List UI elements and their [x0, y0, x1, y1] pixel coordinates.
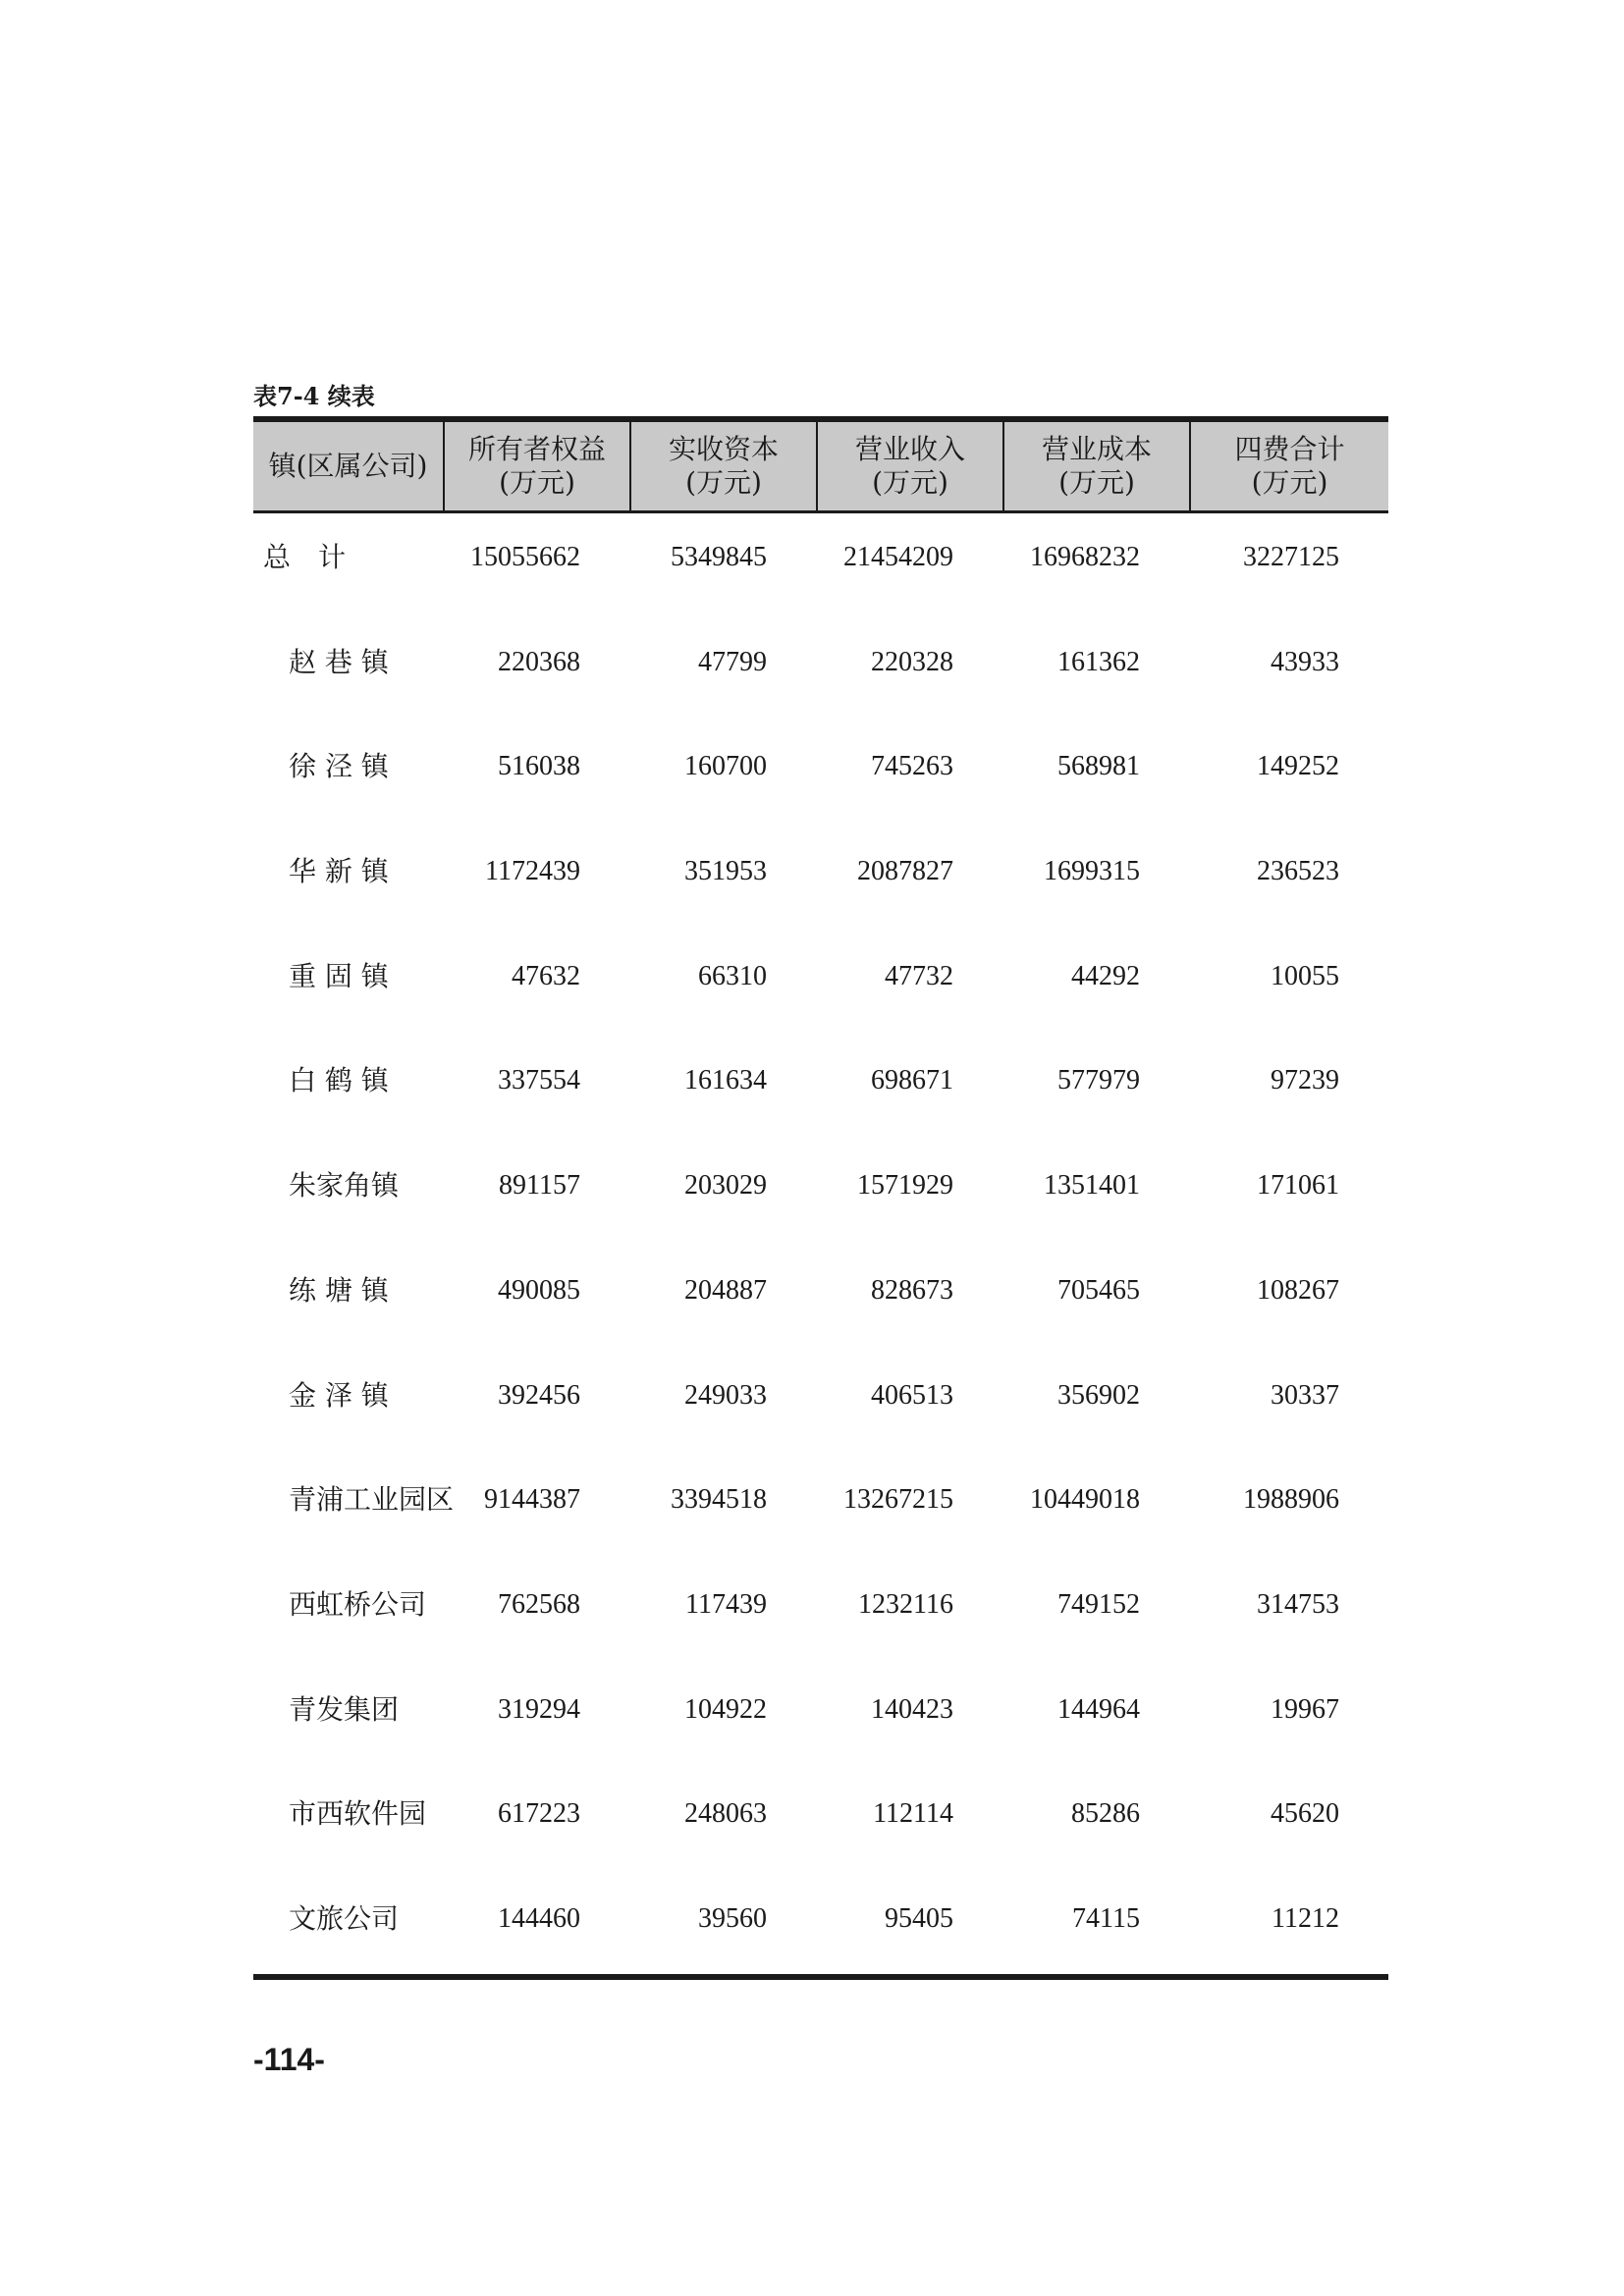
- cell-owner-equity: 337554: [498, 1065, 580, 1096]
- cell-paid-in-capital: 203029: [684, 1170, 767, 1201]
- cell-paid-in-capital: 204887: [684, 1274, 767, 1306]
- cell-operating-cost: 161362: [1057, 646, 1140, 677]
- table-row: [253, 1666, 1388, 1771]
- table-caption: 表7-4 续表: [253, 382, 375, 410]
- table-row: [253, 618, 1388, 723]
- cell-operating-cost: 10449018: [1030, 1484, 1140, 1516]
- header-paid-in-capital-label: 实收资本: [668, 433, 779, 465]
- cell-operating-cost: 705465: [1057, 1274, 1140, 1306]
- cell-owner-equity: 220368: [498, 646, 580, 677]
- table-body: [253, 513, 1388, 1980]
- table-row: [253, 1352, 1388, 1457]
- cell-paid-in-capital: 117439: [685, 1588, 767, 1620]
- table-row: [253, 1142, 1388, 1247]
- cell-owner-equity: 490085: [498, 1274, 580, 1306]
- cell-owner-equity: 891157: [499, 1170, 580, 1201]
- cell-operating-revenue: 47732: [885, 960, 953, 991]
- table-row-total: [253, 513, 1388, 618]
- header-four-expenses-total-unit: (万元): [1251, 466, 1328, 499]
- header-owner-equity-label: 所有者权益: [467, 433, 606, 465]
- cell-four-expenses-total: 3227125: [1243, 542, 1339, 572]
- cell-owner-equity: 617223: [498, 1798, 580, 1830]
- row-label: 练 塘 镇: [289, 1273, 389, 1307]
- table-bottom-rule: [253, 1974, 1388, 1980]
- cell-owner-equity: 1172439: [485, 856, 580, 887]
- table-row: [253, 1037, 1388, 1142]
- header-operating-cost-unit: (万元): [1058, 466, 1135, 499]
- table-row: [253, 1247, 1388, 1352]
- cell-operating-revenue: 220328: [871, 646, 953, 677]
- cell-operating-cost: 749152: [1057, 1588, 1140, 1620]
- cell-paid-in-capital: 351953: [684, 856, 767, 887]
- cell-four-expenses-total: 149252: [1257, 751, 1339, 782]
- table-row: [253, 828, 1388, 933]
- header-four-expenses-total: [1189, 422, 1388, 510]
- row-label: 文旅公司: [289, 1901, 400, 1935]
- cell-operating-revenue: 1232116: [858, 1588, 953, 1620]
- cell-four-expenses-total: 30337: [1271, 1379, 1339, 1411]
- cell-four-expenses-total: 10055: [1271, 960, 1339, 991]
- table-row: [253, 722, 1388, 828]
- cell-paid-in-capital: 3394518: [671, 1484, 767, 1516]
- row-label: 朱家角镇: [289, 1169, 400, 1202]
- table-row: [253, 1770, 1388, 1875]
- cell-four-expenses-total: 236523: [1257, 856, 1339, 887]
- cell-operating-revenue: 13267215: [843, 1484, 953, 1516]
- cell-operating-cost: 577979: [1057, 1065, 1140, 1096]
- header-four-expenses-total-label: 四费合计: [1234, 433, 1345, 465]
- cell-owner-equity: 144460: [498, 1902, 580, 1934]
- cell-operating-revenue: 745263: [871, 751, 953, 782]
- cell-paid-in-capital: 47799: [698, 646, 767, 677]
- row-label: 青发集团: [289, 1692, 400, 1726]
- cell-operating-cost: 44292: [1071, 960, 1140, 991]
- header-town-label: 镇(区属公司): [268, 450, 428, 482]
- table-row: [253, 933, 1388, 1038]
- cell-operating-cost: 74115: [1072, 1902, 1140, 1934]
- row-label: 华 新 镇: [289, 855, 389, 888]
- row-label: 市西软件园: [289, 1797, 427, 1831]
- table-row: [253, 1875, 1388, 1980]
- cell-operating-revenue: 698671: [871, 1065, 953, 1096]
- cell-owner-equity: 9144387: [484, 1484, 580, 1516]
- data-table: [253, 416, 1388, 1980]
- page-number: -114-: [253, 2042, 325, 2077]
- header-owner-equity-unit: (万元): [499, 466, 575, 499]
- cell-operating-cost: 356902: [1057, 1379, 1140, 1411]
- cell-four-expenses-total: 314753: [1257, 1588, 1339, 1620]
- cell-operating-revenue: 112114: [873, 1798, 953, 1830]
- header-operating-revenue-label: 营业收入: [854, 433, 965, 465]
- cell-paid-in-capital: 104922: [684, 1693, 767, 1725]
- cell-owner-equity: 319294: [498, 1693, 580, 1725]
- cell-four-expenses-total: 108267: [1257, 1274, 1339, 1306]
- cell-operating-cost: 85286: [1071, 1798, 1140, 1830]
- cell-operating-revenue: 21454209: [843, 542, 953, 572]
- cell-four-expenses-total: 97239: [1271, 1065, 1339, 1096]
- header-town: [253, 422, 443, 510]
- header-paid-in-capital-unit: (万元): [685, 466, 762, 499]
- cell-paid-in-capital: 248063: [684, 1798, 767, 1830]
- table-row: [253, 1561, 1388, 1666]
- cell-four-expenses-total: 45620: [1271, 1798, 1339, 1830]
- header-operating-cost: [1002, 422, 1189, 510]
- row-label: 白 鹤 镇: [289, 1064, 389, 1097]
- cell-four-expenses-total: 171061: [1257, 1170, 1339, 1201]
- header-owner-equity: [443, 422, 629, 510]
- header-operating-revenue: [816, 422, 1002, 510]
- cell-four-expenses-total: 1988906: [1243, 1484, 1339, 1516]
- table-row: [253, 1456, 1388, 1561]
- cell-operating-cost: 1699315: [1044, 856, 1140, 887]
- header-paid-in-capital: [629, 422, 816, 510]
- cell-owner-equity: 392456: [498, 1379, 580, 1411]
- cell-operating-revenue: 2087827: [857, 856, 953, 887]
- cell-owner-equity: 15055662: [470, 542, 580, 572]
- cell-four-expenses-total: 19967: [1271, 1693, 1339, 1725]
- cell-operating-revenue: 95405: [885, 1902, 953, 1934]
- cell-owner-equity: 516038: [498, 751, 580, 782]
- cell-four-expenses-total: 11212: [1272, 1902, 1339, 1934]
- header-operating-revenue-unit: (万元): [872, 466, 948, 499]
- cell-owner-equity: 762568: [498, 1588, 580, 1620]
- row-label: 重 固 镇: [289, 959, 389, 992]
- cell-paid-in-capital: 39560: [698, 1902, 767, 1934]
- row-label: 总 计: [263, 541, 347, 573]
- cell-operating-cost: 1351401: [1044, 1170, 1140, 1201]
- cell-owner-equity: 47632: [512, 960, 580, 991]
- header-operating-cost-label: 营业成本: [1041, 433, 1152, 465]
- cell-operating-revenue: 828673: [871, 1274, 953, 1306]
- cell-operating-cost: 568981: [1057, 751, 1140, 782]
- row-label: 西虹桥公司: [289, 1587, 427, 1621]
- row-label: 金 泽 镇: [289, 1378, 389, 1412]
- cell-operating-cost: 16968232: [1030, 542, 1140, 572]
- cell-paid-in-capital: 249033: [684, 1379, 767, 1411]
- cell-paid-in-capital: 160700: [684, 751, 767, 782]
- cell-operating-revenue: 1571929: [857, 1170, 953, 1201]
- row-label: 徐 泾 镇: [289, 750, 389, 783]
- row-label: 青浦工业园区: [289, 1483, 455, 1517]
- table-header: [253, 422, 1388, 510]
- cell-paid-in-capital: 5349845: [671, 542, 767, 572]
- cell-paid-in-capital: 66310: [698, 960, 767, 991]
- cell-operating-revenue: 406513: [871, 1379, 953, 1411]
- row-label: 赵 巷 镇: [289, 645, 389, 678]
- cell-four-expenses-total: 43933: [1271, 646, 1339, 677]
- cell-paid-in-capital: 161634: [684, 1065, 767, 1096]
- cell-operating-cost: 144964: [1057, 1693, 1140, 1725]
- cell-operating-revenue: 140423: [871, 1693, 953, 1725]
